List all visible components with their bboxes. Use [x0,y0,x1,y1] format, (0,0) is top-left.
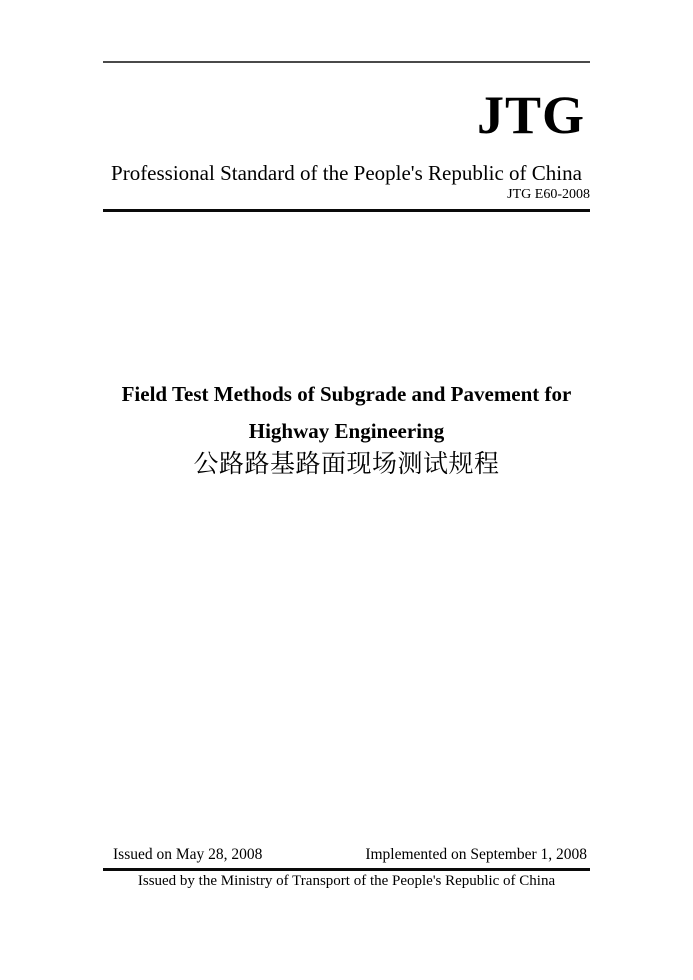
issued-date: Issued on May 28, 2008 [113,846,263,863]
document-title-english-line1: Field Test Methods of Subgrade and Pavement for [121,382,572,406]
standard-type-line: Professional Standard of the People's Republic of China [111,161,582,185]
footer-thick-rule [103,868,590,871]
document-title-english-line2: Highway Engineering [248,419,445,443]
standard-series-logo: JTG [476,85,585,145]
issuing-authority: Issued by the Ministry of Transport of the People's Republic of China [137,873,556,889]
implemented-date: Implemented on September 1, 2008 [365,846,587,863]
document-title-chinese: 公路路基路面现场测试规程 [193,451,500,478]
header-thick-rule [103,209,590,212]
dates-row [103,845,590,865]
standard-code: JTG E60-2008 [507,187,590,202]
top-thin-rule [103,61,590,63]
